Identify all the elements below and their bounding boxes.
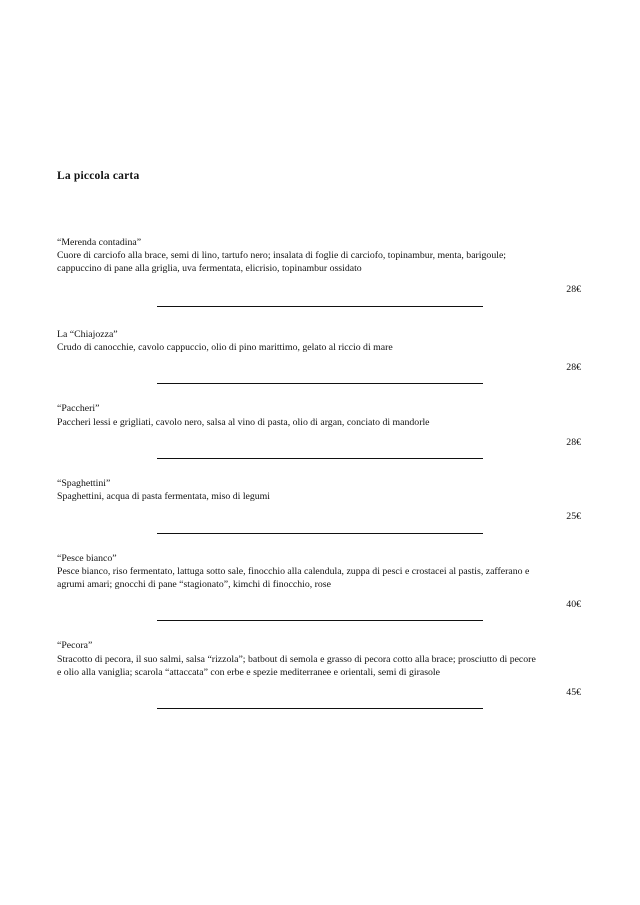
menu-item xyxy=(57,236,583,328)
menu-item-separator-wrap xyxy=(57,524,583,552)
menu-item-description: Pesce bianco, riso fermentato, lattuga sotto sale, finocchio alla calendula, zuppa di pesci e crostacei al pastis, zafferano e agrumi amari; gnocchi di pane “stagionato”, kimchi di finocchio, rose xyxy=(57,565,530,591)
menu-item-separator xyxy=(157,533,483,534)
menu-item-separator-wrap xyxy=(57,699,583,727)
menu-item-price: 28€ xyxy=(566,362,581,374)
menu-item-description: Crudo di canocchie, cavolo cappuccio, olio di pino marittimo, gelato al riccio di mare xyxy=(57,342,393,354)
menu-item-name: “Pesce bianco” xyxy=(57,552,117,564)
menu-item-name: “Spaghettini” xyxy=(57,478,111,490)
menu-item-name: La “Chiajozza” xyxy=(57,328,118,340)
menu-item xyxy=(57,477,583,552)
menu-item-separator-wrap xyxy=(57,374,583,402)
menu-item-name: “Pecora” xyxy=(57,640,93,652)
menu-item-separator xyxy=(157,383,483,384)
menu-item xyxy=(57,402,583,477)
menu-item-description: Stracotto di pecora, il suo salmi, salsa “rizzola”; batbout di semola e grasso di pecora cotto alla brace; prosciutto di pecore e olio alla vaniglia; scarola “attaccata” con erbe e spezie mediterranee e orientali, semi di girasole xyxy=(57,653,536,678)
menu-item-price: 40€ xyxy=(566,599,581,611)
menu-item-separator-wrap xyxy=(57,449,583,477)
menu-item-price: 25€ xyxy=(566,511,581,523)
menu-item-description: Spaghettini, acqua di pasta fermentata, miso di legumi xyxy=(57,491,271,503)
menu-item-separator xyxy=(157,708,483,709)
menu-item-price: 28€ xyxy=(566,283,581,295)
menu-item xyxy=(57,328,583,403)
menu-item-separator xyxy=(157,458,483,459)
menu-item-separator-wrap xyxy=(57,296,583,328)
page-title: La piccola carta xyxy=(57,170,140,182)
menu-item-separator xyxy=(157,620,483,621)
menu-item-price: 28€ xyxy=(566,436,581,448)
menu-item xyxy=(57,552,583,640)
menu-item-separator xyxy=(157,306,483,307)
menu-item-name: “Merenda contadina” xyxy=(57,237,142,248)
menu-item-list xyxy=(57,183,583,727)
menu-item xyxy=(57,639,583,727)
menu-item-description: Paccheri lessi e grigliati, cavolo nero, salsa al vino di pasta, olio di argan, conciato di mandorle xyxy=(57,416,430,428)
menu-item-description: Cuore di carciofo alla brace, semi di lino, tartufo nero; insalata di foglie di carciofo, topinambur, menta, barigoule; cappuccino di pane alla griglia, uva fermentata, elicrisio, topinambur ossidato xyxy=(57,250,507,275)
menu-item-separator-wrap xyxy=(57,611,583,639)
menu-item-name: “Paccheri” xyxy=(57,403,100,415)
menu-item-price: 45€ xyxy=(566,687,581,699)
